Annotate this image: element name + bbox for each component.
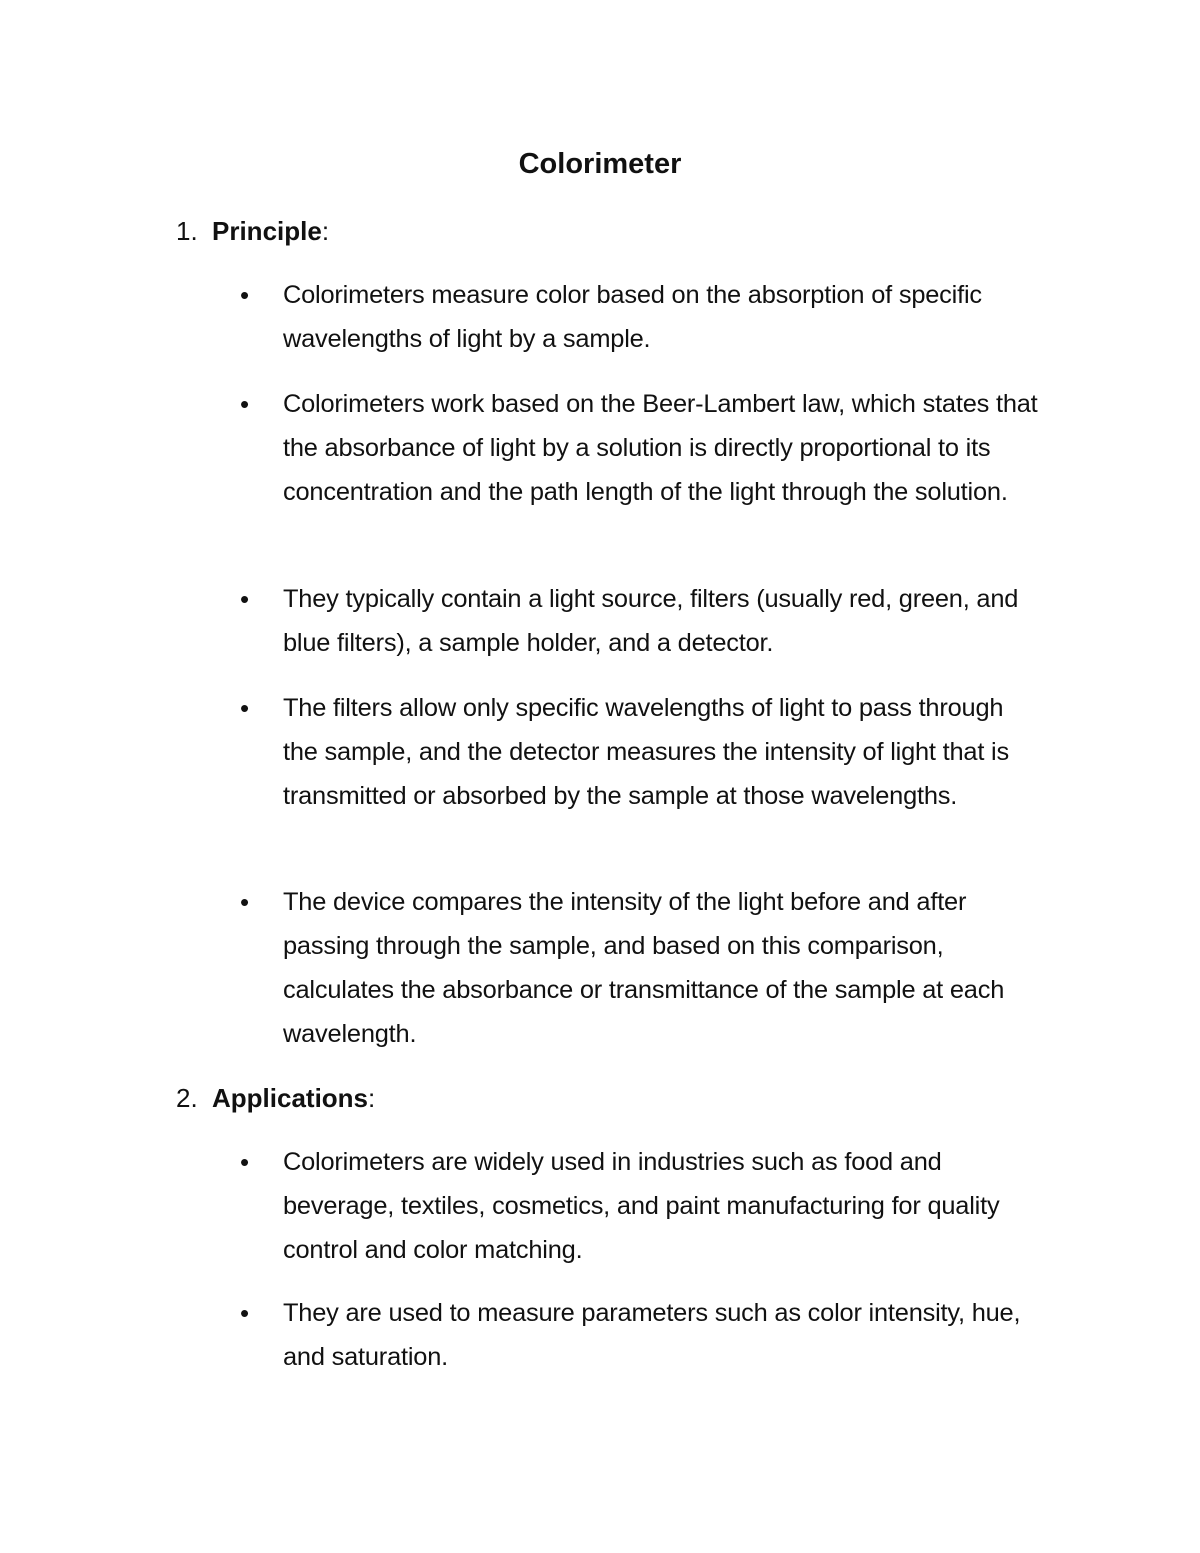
section-colon: : (368, 1083, 376, 1113)
section-colon: : (321, 216, 330, 246)
bullet-icon: • (240, 1147, 250, 1177)
document-title: Colorimeter (518, 148, 682, 180)
bullet-icon: • (240, 1298, 250, 1328)
list-item-text: Colorimeters measure color based on the absorption of specific wavelengths of light by a sample. (283, 281, 982, 353)
list-item (240, 1140, 1040, 1272)
bullet-icon: • (240, 280, 250, 310)
list-item-text: They are used to measure parameters such as color intensity, hue, and saturation. (283, 1299, 1021, 1371)
section-number: 2. (176, 1083, 198, 1113)
section-heading-principle (176, 209, 329, 253)
list-item-text: Colorimeters are widely used in industries such as food and beverage, textiles, cosmetics, and paint manufacturing for quality control and color matching. (283, 1148, 1000, 1264)
section-heading-applications (176, 1076, 375, 1120)
list-item (240, 382, 1040, 514)
list-item-text: They typically contain a light source, filters (usually red, green, and blue filters), a sample holder, and a detector. (283, 585, 1019, 657)
bullet-icon: • (240, 389, 250, 419)
section-number: 1. (176, 216, 198, 246)
bullet-icon: • (240, 887, 250, 917)
list-item-text: The device compares the intensity of the light before and after passing through the sample, and based on this comparison, calculates the absorbance or transmittance of the sample at each wavelength. (283, 888, 1005, 1048)
list-item (240, 880, 1040, 1056)
section-label: Applications (212, 1083, 369, 1113)
list-item-text: The filters allow only specific wavelengths of light to pass through the sample, and the detector measures the intensity of light that is transmitted or absorbed by the sample at those wavelengths. (283, 694, 1009, 810)
bullet-icon: • (240, 693, 250, 723)
list-item (240, 273, 1040, 361)
list-item-text: Colorimeters work based on the Beer-Lambert law, which states that the absorbance of light by a solution is directly proportional to its concentration and the path length of the light through the solution. (283, 390, 1038, 506)
bullet-icon: • (240, 584, 250, 614)
list-item (240, 1291, 1040, 1379)
list-item (240, 686, 1040, 818)
section-label: Principle (212, 216, 322, 246)
list-item (240, 577, 1040, 665)
